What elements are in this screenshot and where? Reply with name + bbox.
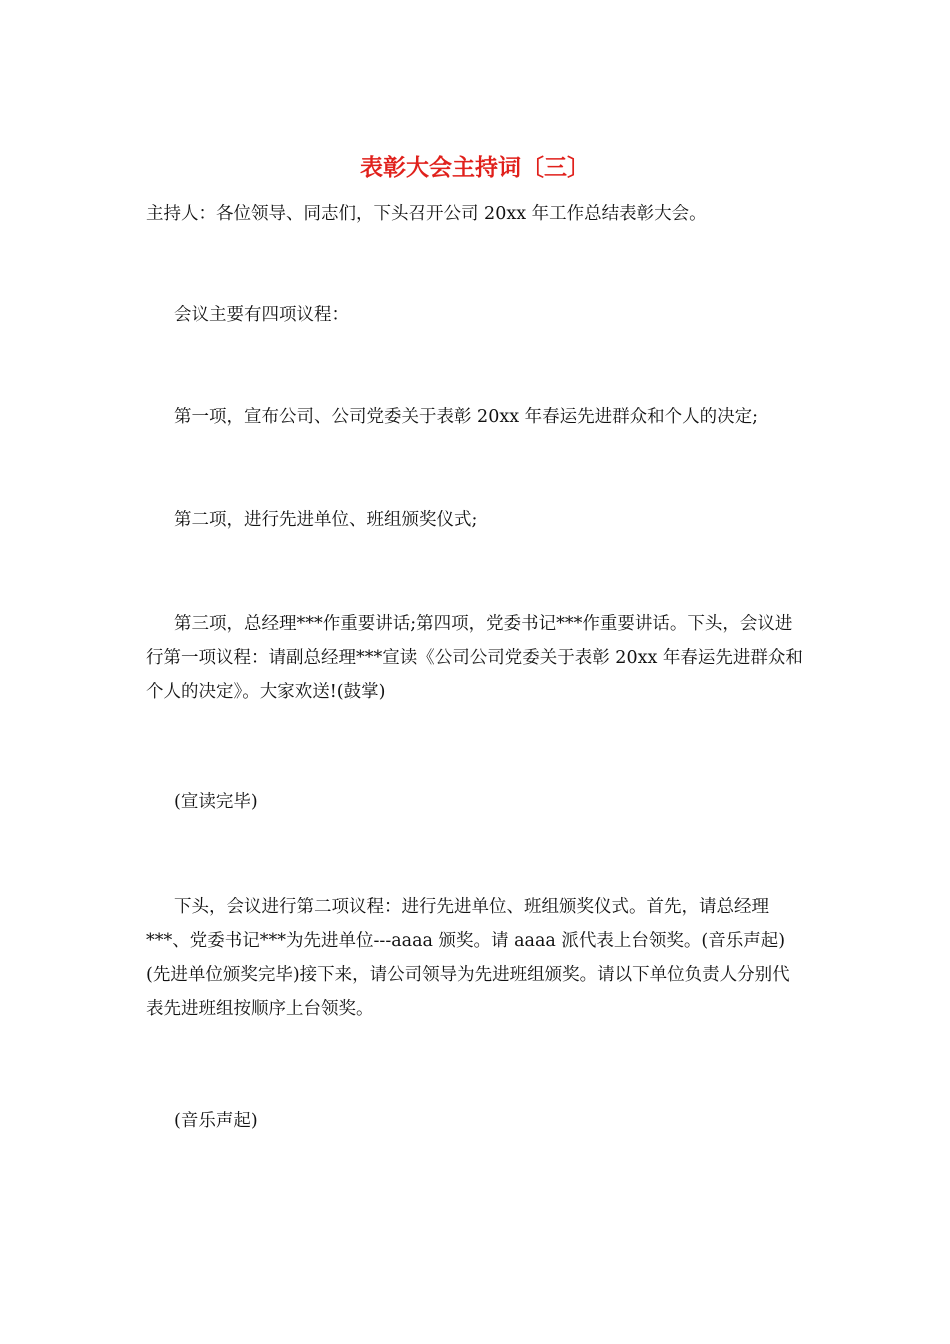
paragraph-reading-complete: (宣读完毕) — [174, 792, 258, 812]
paragraph-agenda-item-3-4: 第三项，总经理***作重要讲话;第四项，党委书记***作重要讲话。下头，会议进行第一项议程：请副总经理***宣读《公司公司党委关于表彰 20xx 年春运先进群众和个人的决定》。大家欢送!(鼓掌) — [146, 614, 803, 702]
paragraph-agenda-item-1: 第一项，宣布公司、公司党委关于表彰 20xx 年春运先进群众和个人的决定; — [174, 407, 759, 427]
paragraph-host-opening: 主持人：各位领导、同志们，下头召开公司 20xx 年工作总结表彰大会。 — [146, 204, 707, 224]
document-title: 表彰大会主持词〔三〕 — [360, 154, 590, 181]
paragraph-agenda-intro: 会议主要有四项议程： — [174, 305, 349, 325]
paragraph-agenda-item-2: 第二项，进行先进单位、班组颁奖仪式; — [174, 510, 478, 530]
paragraph-music-starts: (音乐声起) — [174, 1111, 258, 1131]
paragraph-award-ceremony: 下头，会议进行第二项议程：进行先进单位、班组颁奖仪式。首先，请总经理***、党委书记***为先进单位---aaaa 颁奖。请 aaaa 派代表上台领奖。(音乐声起)(先进单位颁奖完毕)接下来，请公司领导为先进班组颁奖。请以下单位负责人分别代表先进班组按顺序上台领奖。 — [146, 897, 790, 1019]
